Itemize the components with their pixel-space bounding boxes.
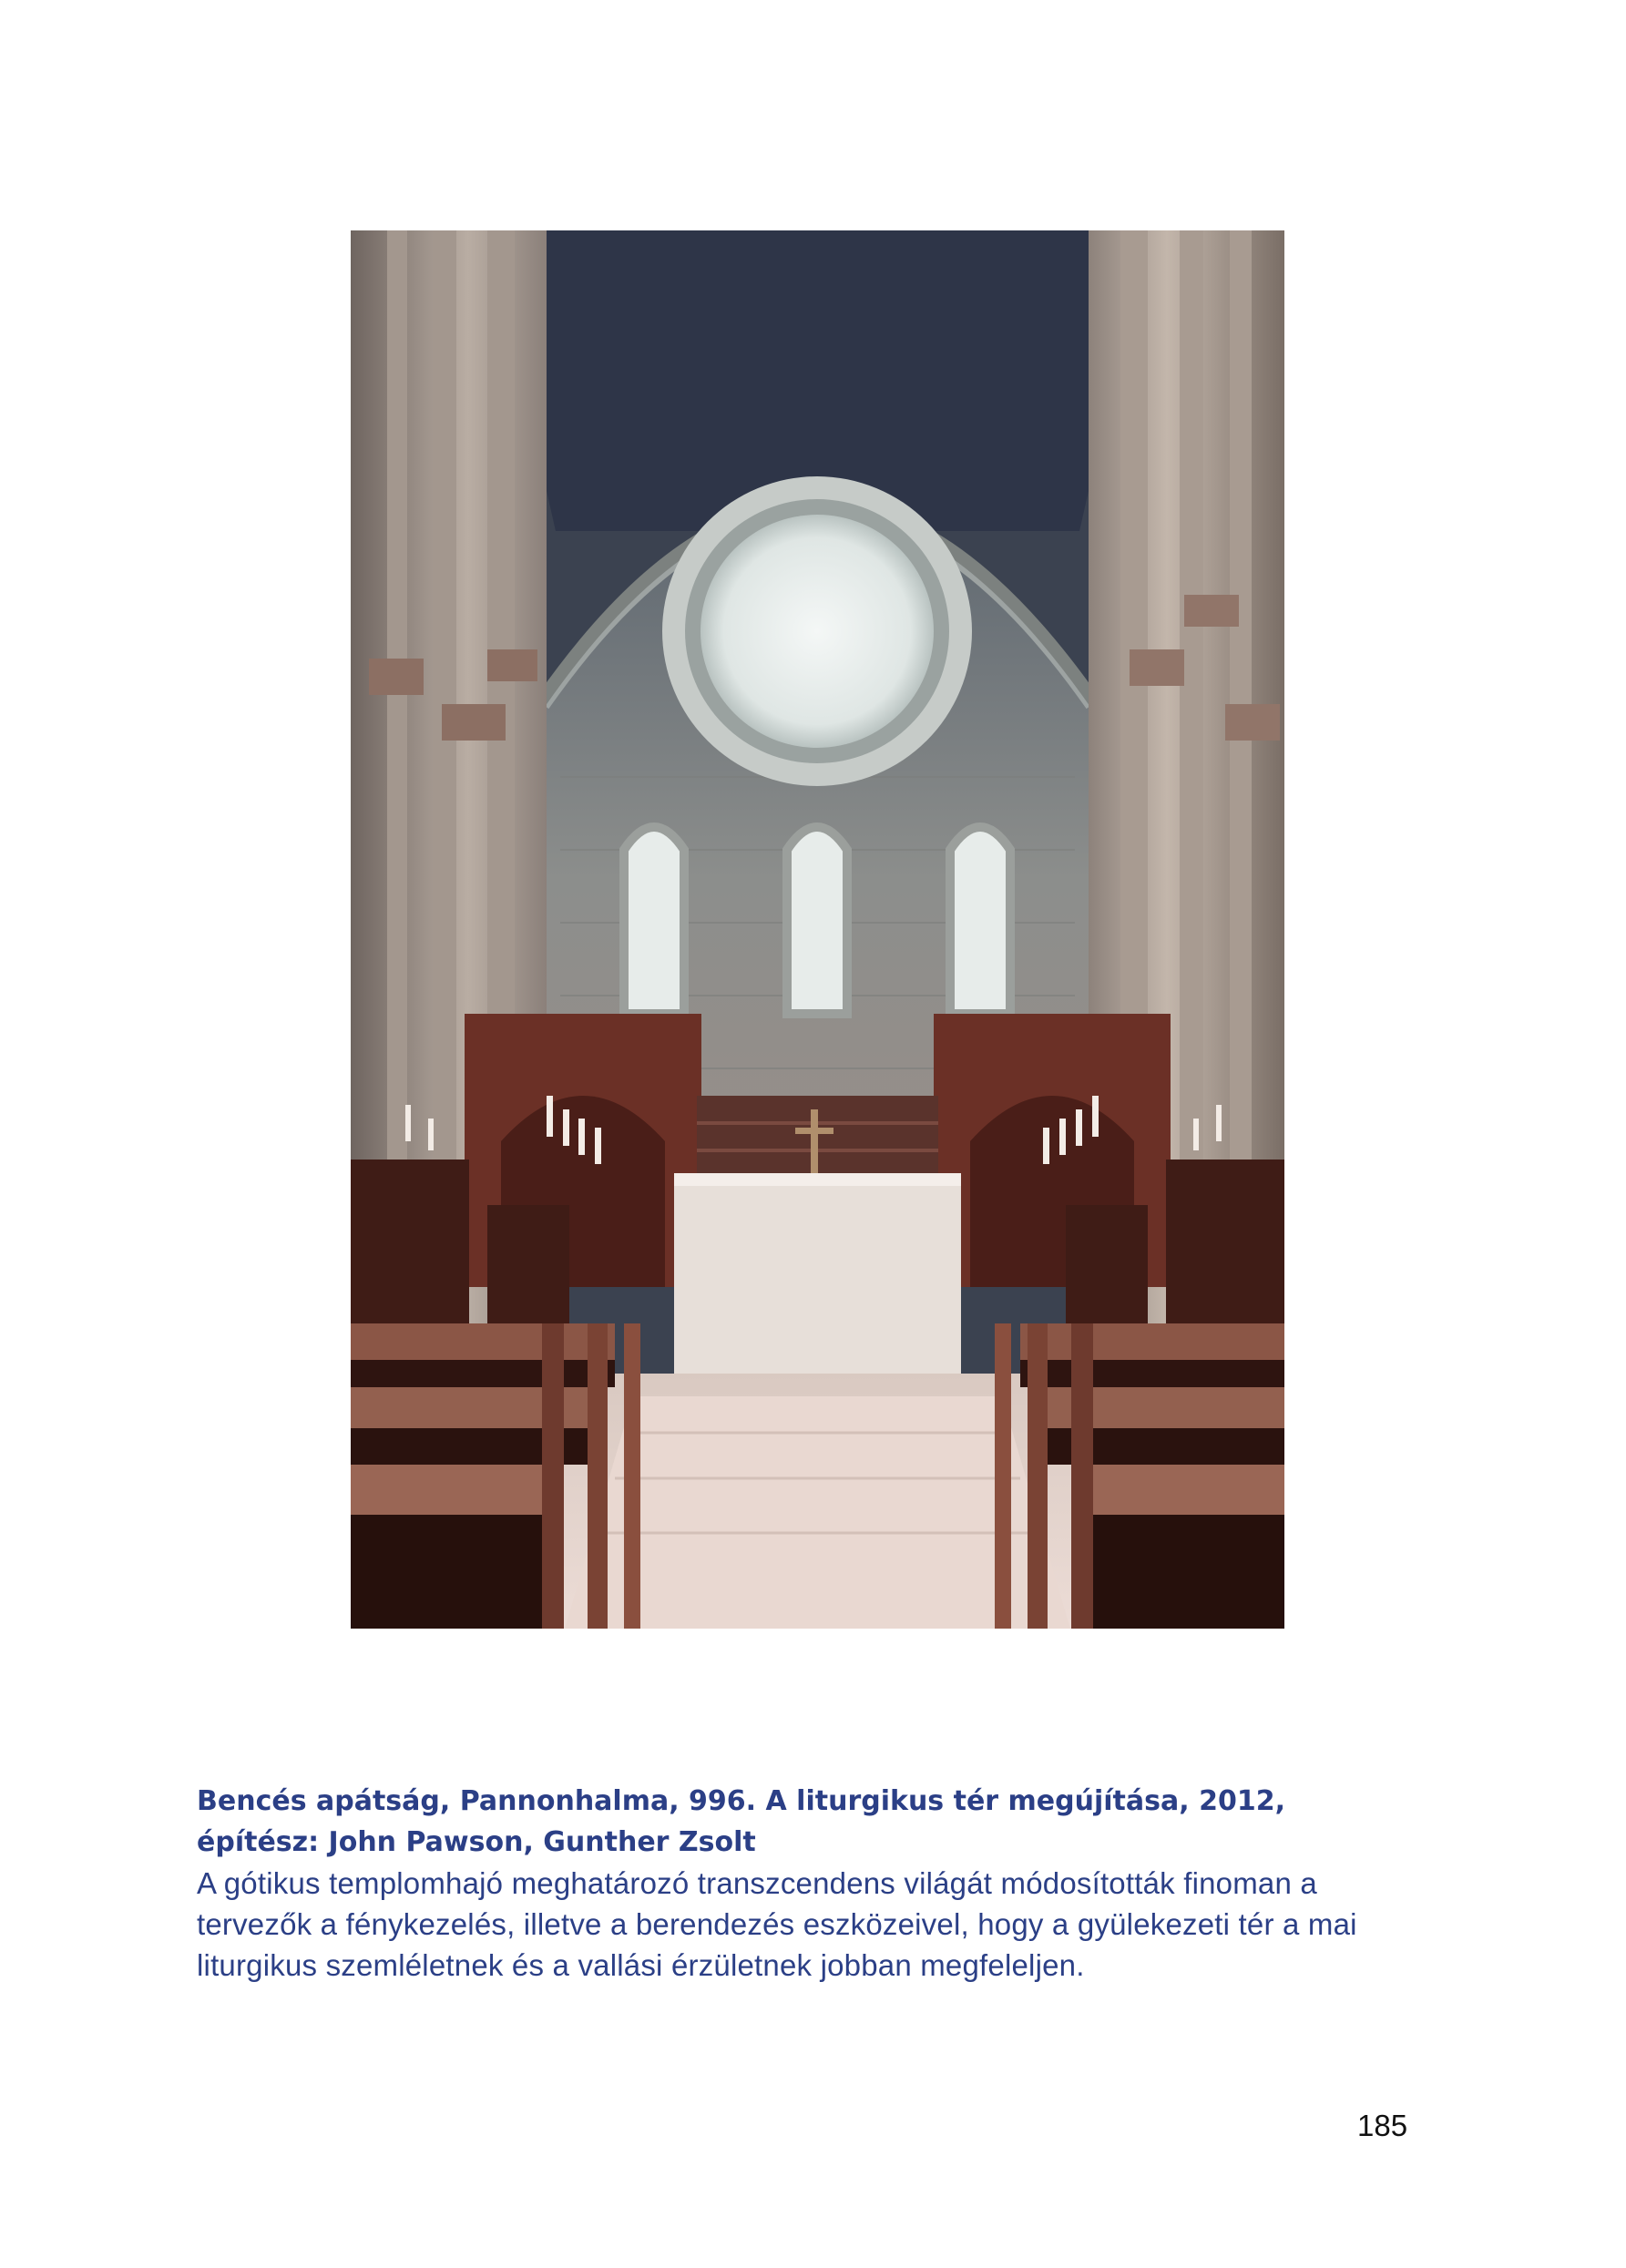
church-interior-photo [351,230,1284,1629]
caption-body-line-3: liturgikus szemléletnek és a vallási érzületnek jobban megfeleljen. [197,1948,1085,1982]
caption-body-line-2: tervezők a fénykezelés, illetve a berendezés eszközeivel, hogy a gyülekezeti tér a mai [197,1907,1357,1941]
figure-caption [197,1781,1454,1986]
caption-title-line-1: Bencés apátság, Pannonhalma, 996. A liturgikus tér megújítása, 2012, [197,1785,1285,1817]
caption-body-line-1: A gótikus templomhajó meghatározó transzcendens világát módosították finoman a [197,1866,1317,1900]
caption-title-line-2: építész: John Pawson, Gunther Zsolt [197,1826,756,1858]
page-number: 185 [1357,2109,1408,2142]
